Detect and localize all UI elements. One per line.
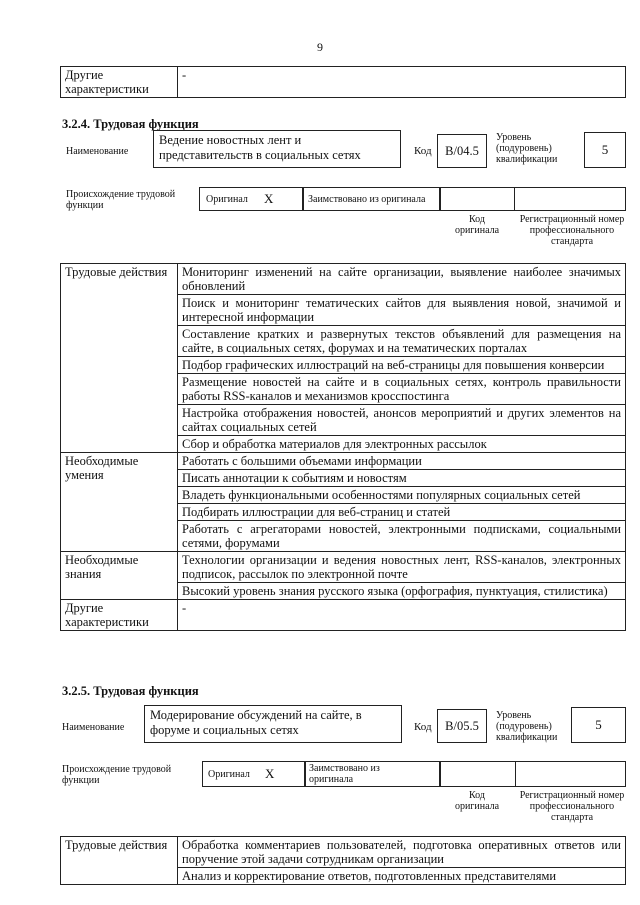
- required-knowledge-item: Высокий уровень знания русского языка (орфография, пунктуация, стилистика): [178, 583, 626, 600]
- labor-actions-item: Подбор графических иллюстраций на веб-страницы для повышения конверсии: [178, 357, 626, 374]
- labor-actions-item: Настройка отображения новостей, анонсов мероприятий и других элементов на сайтах социальных сетей: [178, 405, 626, 436]
- original-label: Оригинал: [206, 194, 248, 205]
- level-label-2: Уровень (подуровень) квалификации: [496, 710, 558, 743]
- labor-actions-2-row: [61, 837, 626, 868]
- origin-label: Происхождение трудовой функции: [66, 189, 176, 211]
- labor-actions-item: Размещение новостей на сайте и в социальных сетях, контроль правильности работы RSS-каналов и механизмов кросспостинга: [178, 374, 626, 405]
- other-characteristics-value: -: [178, 600, 626, 631]
- level-label: Уровень (подуровень) квалификации: [496, 132, 558, 165]
- level-value-2: 5: [571, 707, 626, 743]
- labor-actions-2-item: Анализ и корректирование ответов, подготовленных представителями: [178, 868, 626, 885]
- required-skills-label: Необходимые умения: [61, 453, 178, 552]
- code-original-cell-2: [440, 761, 516, 787]
- reg-number-label: Регистрационный номер профессионального стандарта: [519, 214, 625, 247]
- original-mark-2: X: [265, 766, 275, 781]
- original-mark: X: [264, 191, 274, 206]
- other-value: -: [178, 67, 626, 98]
- required-knowledge-label: Необходимые знания: [61, 552, 178, 600]
- top-other-table: [60, 66, 626, 98]
- name-label-2: Наименование: [62, 722, 125, 733]
- labor-actions-item: Мониторинг изменений на сайте организации, выявление наиболее значимых обновлений: [178, 264, 626, 295]
- name-value: Ведение новостных лент и представительств в социальных сетях: [153, 130, 401, 168]
- code-original-label-2: Код оригинала: [454, 790, 500, 812]
- level-value: 5: [584, 132, 626, 168]
- code-label: Код: [414, 145, 432, 157]
- other-label: Другие характеристики: [61, 67, 178, 98]
- original-label-2: Оригинал: [208, 769, 250, 780]
- borrowed-label: Заимствовано из оригинала: [308, 194, 426, 205]
- borrowed-label-2: Заимствовано из оригинала: [309, 763, 380, 785]
- name-value-2: Модерирование обсуждений на сайте, в форуме и социальных сетях: [144, 705, 402, 743]
- reg-number-label-2: Регистрационный номер профессионального стандарта: [519, 790, 625, 823]
- other-characteristics-row: [61, 600, 626, 631]
- section-heading: 3.2.4. Трудовая функция: [62, 117, 199, 131]
- labor-actions-label: Трудовые действия: [61, 264, 178, 453]
- labor-actions-2-item: Обработка комментариев пользователей, подготовка оперативных ответов или поручение этой задачи сотрудникам организации: [178, 837, 626, 868]
- required-skills-item: Работать с большими объемами информации: [178, 453, 626, 470]
- code-original-cell: [440, 187, 515, 211]
- code-original-label: Код оригинала: [454, 214, 500, 236]
- page-number: 9: [317, 40, 323, 54]
- labor-actions-item: Поиск и мониторинг тематических сайтов для выявления новой, значимой и интересной информации: [178, 295, 626, 326]
- code-value: B/04.5: [437, 134, 487, 168]
- required-skills-item: Работать с агрегаторами новостей, электронными подписками, социальными сетями, форумами: [178, 521, 626, 552]
- function-table-1: [60, 263, 626, 631]
- labor-actions-item: Составление кратких и развернутых текстов объявлений для размещения на сайте, в социальных сетях, форумах и на тематических порталах: [178, 326, 626, 357]
- required-skills-row: [61, 453, 626, 470]
- labor-actions-item: Сбор и обработка материалов для электронных рассылок: [178, 436, 626, 453]
- section-heading-2: 3.2.5. Трудовая функция: [62, 684, 199, 698]
- code-label-2: Код: [414, 721, 432, 733]
- required-knowledge-item: Технологии организации и ведения новостных лент, RSS-каналов, электронных подписок, рассылок по электронной почте: [178, 552, 626, 583]
- code-value-2: B/05.5: [437, 709, 487, 743]
- origin-label-2: Происхождение трудовой функции: [62, 764, 172, 786]
- required-skills-item: Владеть функциональными особенностями популярных социальных сетей: [178, 487, 626, 504]
- function-table-2: [60, 836, 626, 885]
- required-knowledge-row: [61, 552, 626, 583]
- required-skills-item: Подбирать иллюстрации для веб-страниц и статей: [178, 504, 626, 521]
- labor-actions-2-label: Трудовые действия: [61, 837, 178, 885]
- other-characteristics-label: Другие характеристики: [61, 600, 178, 631]
- name-label: Наименование: [66, 146, 129, 157]
- labor-actions-row: [61, 264, 626, 295]
- required-skills-item: Писать аннотации к событиям и новостям: [178, 470, 626, 487]
